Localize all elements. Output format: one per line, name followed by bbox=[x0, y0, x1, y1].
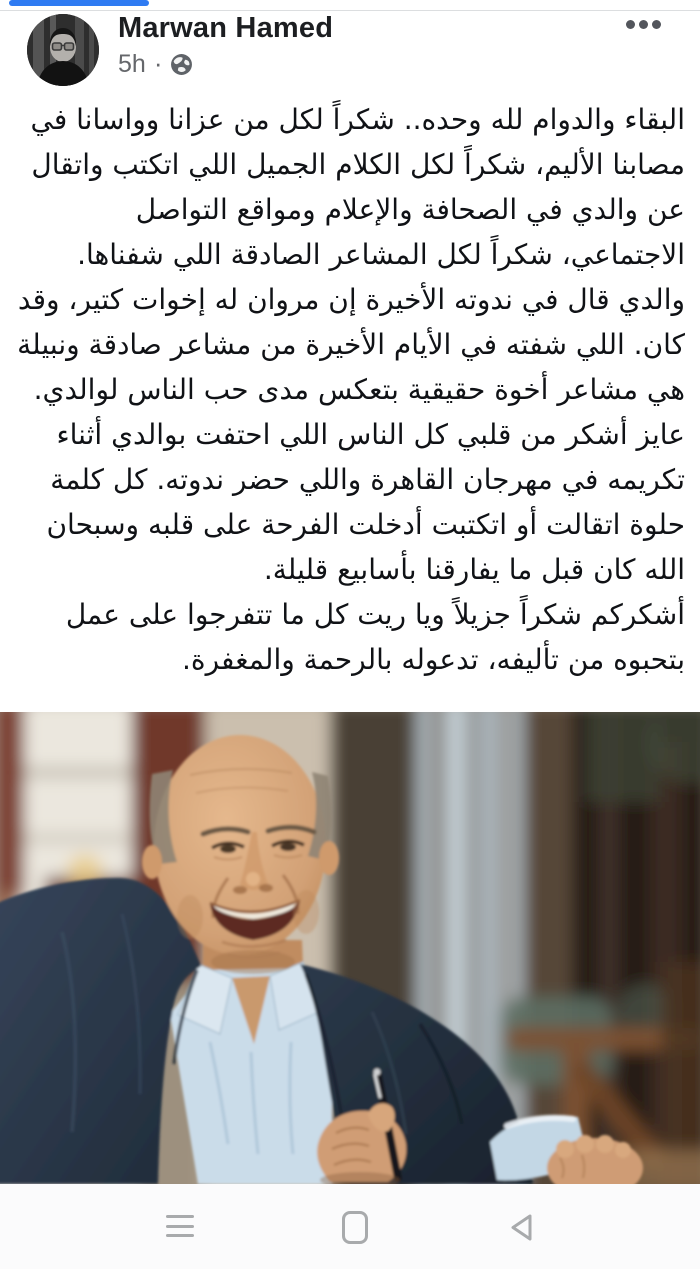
post-paragraph: والدي قال في ندوته الأخيرة إن مروان له إخوات كتير، وقد كان. اللي شفته في الأيام الأخيرة من مشاعر صادقة ونبيلة هي مشاعر أخوة حقيقية بتعكس مدى حب الناس لوالدي. bbox=[17, 283, 685, 406]
dot bbox=[626, 20, 635, 29]
meta-separator: · bbox=[153, 47, 163, 78]
header-divider bbox=[0, 10, 700, 11]
home-square-icon[interactable] bbox=[342, 1211, 368, 1244]
scroll-progress-bar bbox=[9, 0, 149, 6]
post-paragraph: أشكركم شكراً جزيلاً ويا ريت كل ما تتفرجوا على عمل بتحبوه من تأليفه، تدعوله بالرحمة والمغفرة. bbox=[65, 598, 685, 676]
recents-menu-lines-icon[interactable] bbox=[166, 1215, 194, 1237]
post-options-icon[interactable] bbox=[626, 20, 661, 29]
avatar[interactable] bbox=[27, 14, 99, 86]
timestamp: 5h bbox=[118, 50, 146, 78]
back-triangle-icon[interactable] bbox=[508, 1212, 534, 1243]
globe-public-icon bbox=[170, 53, 193, 76]
dot bbox=[652, 20, 661, 29]
post-paragraph: عايز أشكر من قلبي كل الناس اللي احتفت بوالدي أثناء تكريمه في مهرجان القاهرة واللي حضر ندوته. كل كلمة حلوة اتقالت أو اتكتبت أدخلت الفرحة على قلبه وسبحان الله كان قبل ما يفارقنا بأسابيع قليلة. bbox=[46, 418, 685, 586]
post-photo[interactable] bbox=[0, 712, 700, 1184]
avatar-portrait-image bbox=[27, 14, 99, 86]
post-meta[interactable] bbox=[118, 47, 193, 79]
post-paragraph: البقاء والدوام لله وحده.. شكراً لكل من عزانا وواسانا في مصابنا الأليم، شكراً لكل الكلام الجميل اللي اتكتب واتقال عن والدي في الصحافة والإعلام ومواقع التواصل الاجتماعي، شكراً لكل المشاعر الصادقة اللي شفناها. bbox=[30, 103, 685, 271]
android-nav-bar bbox=[0, 1184, 700, 1269]
author-name[interactable]: Marwan Hamed bbox=[118, 12, 334, 44]
post-text bbox=[15, 97, 685, 682]
dot bbox=[639, 20, 648, 29]
